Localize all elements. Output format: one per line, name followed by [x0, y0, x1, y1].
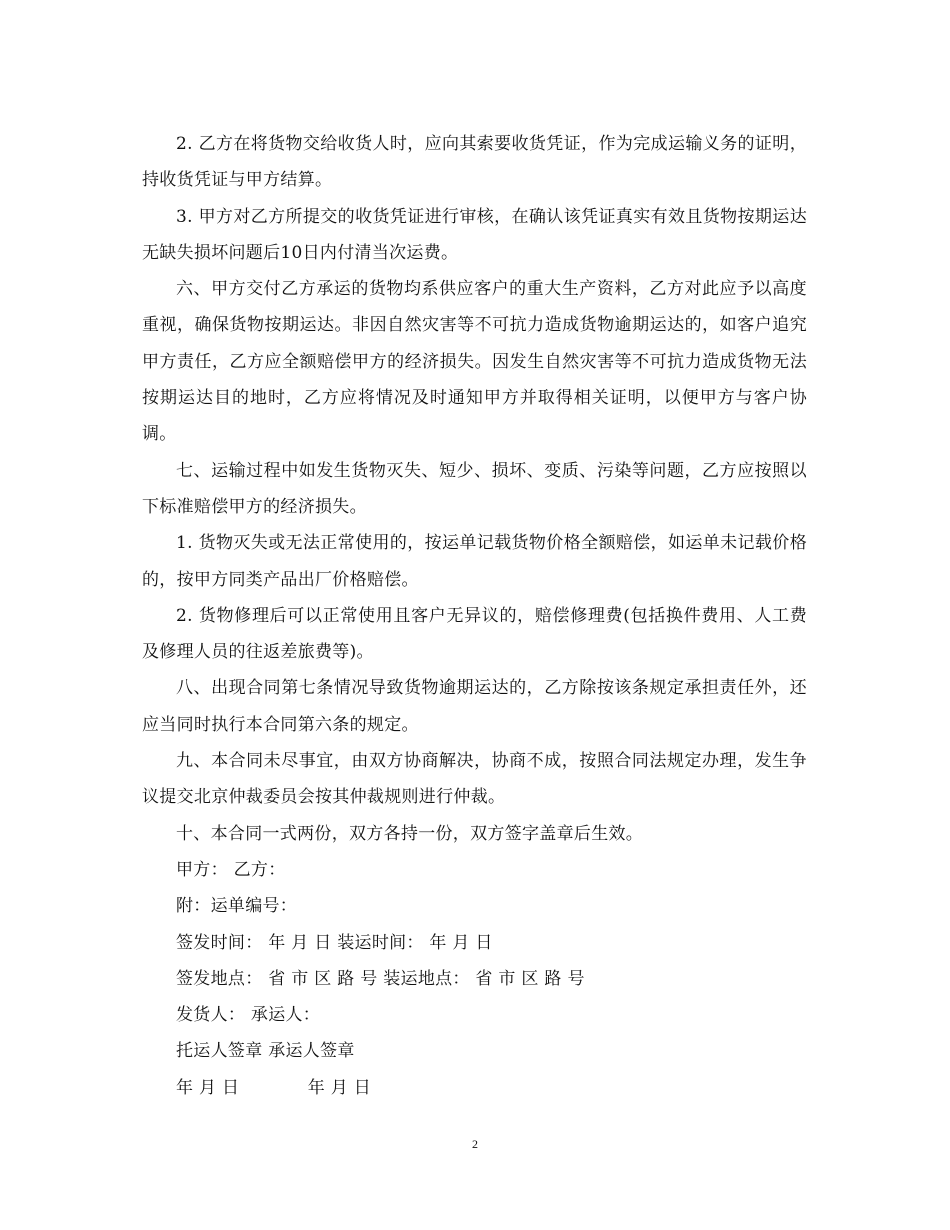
clause-paragraph: 七、运输过程中如发生货物灭失、短少、损坏、变质、污染等问题，乙方应按照以下标准赔偿甲方的经济损失。 — [142, 460, 807, 517]
clause-paragraph: 十、本合同一式两份，双方各持一份，双方签字盖章后生效。 — [176, 823, 644, 844]
issue-location-line: 签发地点： 省 市 区 路 号 装运地点： 省 市 区 路 号 — [176, 968, 585, 989]
clause-paragraph: 八、出现合同第七条情况导致货物逾期运达的，乙方除按该条规定承担责任外，还应当同时执行本合同第六条的规定。 — [142, 678, 807, 735]
clause-paragraph: 3. 甲方对乙方所提交的收货凭证进行审核，在确认该凭证真实有效且货物按期运达无缺失损坏问题后10日内付清当次运费。 — [142, 206, 807, 263]
shipper-carrier-line: 发货人： 承运人： — [176, 1005, 321, 1026]
document-body — [142, 126, 807, 1106]
page-number: 2 — [472, 1137, 478, 1151]
date-line: 年 月 日 年 月 日 — [176, 1077, 372, 1098]
waybill-number-line: 附：运单编号： — [176, 896, 298, 917]
seal-line: 托运人签章 承运人签章 — [176, 1041, 355, 1062]
clause-paragraph: 2. 货物修理后可以正常使用且客户无异议的，赔偿修理费(包括换件费用、人工费及修理人员的往返差旅费等)。 — [142, 605, 807, 663]
issue-time-line: 签发时间： 年 月 日 装运时间： 年 月 日 — [176, 932, 493, 953]
clause-paragraph: 六、甲方交付乙方承运的货物均系供应客户的重大生产资料，乙方对此应予以高度重视，确保货物按期运达。非因自然灾害等不可抗力造成货物逾期运达的，如客户追究甲方责任，乙方应全额赔偿甲方的经济损失。因发生自然灾害等不可抗力造成货物无法按期运达目的地时，乙方应将情况及时通知甲方并取得相关证明，以便甲方与客户协调。 — [142, 279, 807, 445]
clause-paragraph: 九、本合同未尽事宜，由双方协商解决，协商不成，按照合同法规定办理，发生争议提交北京仲裁委员会按其仲裁规则进行仲裁。 — [142, 751, 807, 808]
clause-paragraph: 1. 货物灭失或无法正常使用的，按运单记载货物价格全额赔偿，如运单未记载价格的，按甲方同类产品出厂价格赔偿。 — [142, 533, 807, 590]
signature-parties-line: 甲方： 乙方： — [176, 859, 286, 880]
clause-paragraph: 2. 乙方在将货物交给收货人时，应向其索要收货凭证，作为完成运输义务的证明，持收货凭证与甲方结算。 — [142, 134, 807, 191]
